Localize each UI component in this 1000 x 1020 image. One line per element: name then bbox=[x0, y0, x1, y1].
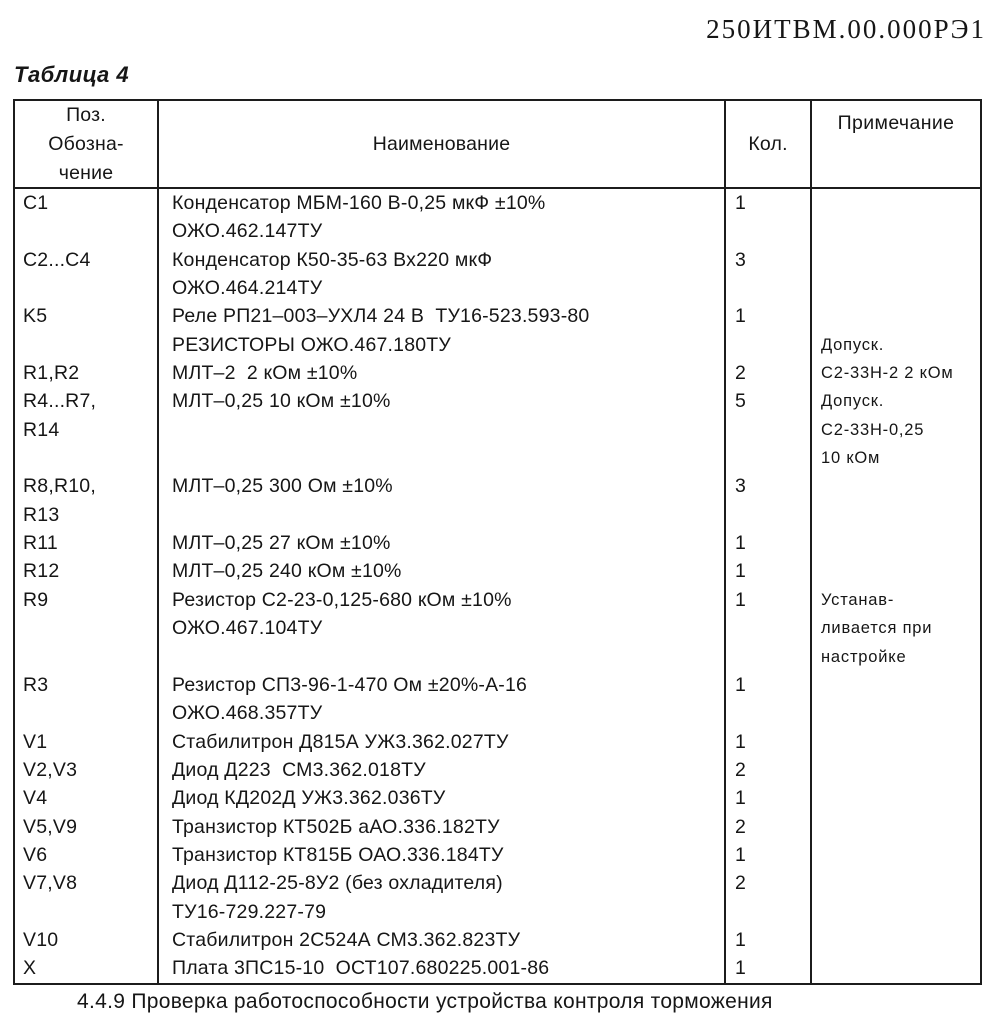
table-line bbox=[15, 302, 980, 330]
table-line bbox=[15, 614, 980, 642]
cell-pos: V7,V8 bbox=[23, 872, 78, 895]
cell-qty: 2 bbox=[724, 756, 810, 784]
cell-pos: R12 bbox=[23, 560, 60, 583]
cell-note: Допуск. bbox=[810, 331, 980, 359]
cell-pos: V5,V9 bbox=[23, 815, 78, 838]
table-line bbox=[15, 586, 980, 614]
cell-pos: R13 bbox=[23, 503, 60, 526]
table-caption: Таблица 4 bbox=[14, 62, 130, 87]
cell-note bbox=[810, 926, 980, 954]
cell-pos bbox=[15, 331, 157, 359]
table-line bbox=[15, 444, 980, 472]
cell-qty: 1 bbox=[724, 557, 810, 585]
cell-note bbox=[810, 784, 980, 812]
cell-qty: 1 bbox=[724, 841, 810, 869]
cell-note: Устанав- bbox=[810, 586, 980, 614]
cell-name bbox=[157, 444, 724, 472]
cell-name: ОЖО.462.147ТУ bbox=[157, 217, 724, 245]
cell-name: МЛТ–0,25 300 Ом ±10% bbox=[157, 472, 724, 500]
cell-qty: 1 bbox=[724, 302, 810, 330]
cell-qty bbox=[724, 643, 810, 671]
table-line bbox=[15, 529, 980, 557]
cell-name bbox=[157, 501, 724, 529]
cell-note bbox=[810, 898, 980, 926]
cell-qty bbox=[724, 501, 810, 529]
cell-note bbox=[810, 557, 980, 585]
cell-qty: 5 bbox=[724, 387, 810, 415]
table-line bbox=[15, 841, 980, 869]
table-line bbox=[15, 954, 980, 982]
cell-name: РЕЗИСТОРЫ ОЖО.467.180ТУ bbox=[157, 331, 724, 359]
cell-pos: V10 bbox=[23, 928, 59, 951]
cell-qty: 1 bbox=[724, 671, 810, 699]
table-line bbox=[15, 926, 980, 954]
cell-note bbox=[810, 302, 980, 330]
cell-pos bbox=[15, 643, 157, 671]
cell-qty: 2 bbox=[724, 813, 810, 841]
cell-qty: 3 bbox=[724, 246, 810, 274]
cell-name: Стабилитрон Д815А УЖ3.362.027ТУ bbox=[157, 728, 724, 756]
cell-name: ОЖО.464.214ТУ bbox=[157, 274, 724, 302]
table-line bbox=[15, 671, 980, 699]
cell-pos bbox=[15, 274, 157, 302]
cell-pos: R11 bbox=[23, 532, 58, 555]
cell-pos: V4 bbox=[23, 787, 48, 810]
cell-note bbox=[810, 954, 980, 982]
table-line bbox=[15, 756, 980, 784]
cell-pos bbox=[15, 444, 157, 472]
cell-name: Стабилитрон 2С524А СМ3.362.823ТУ bbox=[157, 926, 724, 954]
header-pos-line-1: Поз. bbox=[66, 103, 106, 126]
cell-name: ОЖО.468.357ТУ bbox=[157, 699, 724, 727]
cell-pos: R14 bbox=[23, 418, 60, 441]
cell-pos: R1,R2 bbox=[23, 362, 80, 385]
cell-qty: 1 bbox=[724, 728, 810, 756]
cell-qty: 1 bbox=[724, 784, 810, 812]
table-line bbox=[15, 699, 980, 727]
cell-pos: V1 bbox=[23, 730, 48, 753]
cell-note: ливается при bbox=[810, 614, 980, 642]
cell-name: МЛТ–0,25 240 кОм ±10% bbox=[157, 557, 724, 585]
table-line bbox=[15, 813, 980, 841]
cell-pos: K5 bbox=[23, 305, 48, 328]
cell-note: Допуск. bbox=[810, 387, 980, 415]
table-line bbox=[15, 359, 980, 387]
cell-name: ТУ16-729.227-79 bbox=[157, 898, 724, 926]
cell-note bbox=[810, 501, 980, 529]
cell-qty: 1 bbox=[724, 926, 810, 954]
cell-note bbox=[810, 472, 980, 500]
cell-pos: V6 bbox=[23, 843, 48, 866]
cell-note bbox=[810, 756, 980, 784]
cell-name: Плата 3ПС15-10 ОСТ107.680225.001-86 bbox=[157, 954, 724, 982]
header-quantity: Кол. bbox=[724, 101, 810, 187]
cell-name: Резистор СП3-96-1-470 Ом ±20%-А-16 bbox=[157, 671, 724, 699]
cell-note bbox=[810, 728, 980, 756]
cell-pos bbox=[15, 217, 157, 245]
cell-qty: 1 bbox=[724, 189, 810, 217]
cell-qty: 3 bbox=[724, 472, 810, 500]
table-body bbox=[15, 189, 980, 983]
table-line bbox=[15, 643, 980, 671]
cell-note bbox=[810, 671, 980, 699]
cell-name: Конденсатор К50-35-63 Вх220 мкФ bbox=[157, 246, 724, 274]
cell-note bbox=[810, 529, 980, 557]
cell-name: ОЖО.467.104ТУ bbox=[157, 614, 724, 642]
cell-note: С2-33Н-0,25 bbox=[810, 416, 980, 444]
cell-qty bbox=[724, 331, 810, 359]
cell-qty bbox=[724, 898, 810, 926]
table-line bbox=[15, 869, 980, 897]
cell-pos: R8,R10, bbox=[23, 475, 96, 498]
cell-note bbox=[810, 841, 980, 869]
cell-qty bbox=[724, 416, 810, 444]
table-line bbox=[15, 557, 980, 585]
cell-name: Резистор С2-23-0,125-680 кОм ±10% bbox=[157, 586, 724, 614]
cell-qty bbox=[724, 217, 810, 245]
cell-name: МЛТ–0,25 10 кОм ±10% bbox=[157, 387, 724, 415]
cell-name: Диод Д223 СМ3.362.018ТУ bbox=[157, 756, 724, 784]
table-line bbox=[15, 246, 980, 274]
cell-name bbox=[157, 416, 724, 444]
cell-name: Диод Д112-25-8У2 (без охладителя) bbox=[157, 869, 724, 897]
cell-pos: R9 bbox=[23, 588, 49, 611]
cell-qty: 2 bbox=[724, 359, 810, 387]
table-line bbox=[15, 274, 980, 302]
cell-name: МЛТ–0,25 27 кОм ±10% bbox=[157, 529, 724, 557]
cell-note bbox=[810, 217, 980, 245]
cell-qty: 1 bbox=[724, 954, 810, 982]
table-line bbox=[15, 898, 980, 926]
cell-note bbox=[810, 246, 980, 274]
header-pos-line-3: чение bbox=[58, 161, 114, 184]
cell-name: Реле РП21–003–УХЛ4 24 В ТУ16-523.593-80 bbox=[157, 302, 724, 330]
cell-note bbox=[810, 869, 980, 897]
header-name: Наименование bbox=[157, 101, 724, 187]
header-pos-line-2: Обозна- bbox=[48, 132, 124, 155]
cell-pos: C1 bbox=[23, 192, 49, 214]
cell-name: Диод КД202Д УЖ3.362.036ТУ bbox=[157, 784, 724, 812]
cell-qty: 1 bbox=[724, 529, 810, 557]
cell-qty bbox=[724, 699, 810, 727]
cell-pos: C2...C4 bbox=[23, 248, 91, 271]
table-line bbox=[15, 189, 980, 217]
cell-pos: V2,V3 bbox=[23, 758, 78, 781]
cell-pos: R4...R7, bbox=[23, 390, 97, 413]
cell-qty bbox=[724, 444, 810, 472]
header-pos-designation bbox=[15, 101, 157, 187]
table-line bbox=[15, 387, 980, 415]
cell-qty: 2 bbox=[724, 869, 810, 897]
header-note: Примечание bbox=[810, 101, 980, 187]
cell-qty bbox=[724, 274, 810, 302]
cell-note bbox=[810, 274, 980, 302]
cell-name: Конденсатор МБМ-160 В-0,25 мкФ ±10% bbox=[157, 189, 724, 217]
cell-note bbox=[810, 813, 980, 841]
table-line bbox=[15, 217, 980, 245]
table-line bbox=[15, 331, 980, 359]
table-line bbox=[15, 501, 980, 529]
cell-pos: R3 bbox=[23, 673, 49, 696]
cell-name: МЛТ–2 2 кОм ±10% bbox=[157, 359, 724, 387]
table-line bbox=[15, 416, 980, 444]
table-line bbox=[15, 784, 980, 812]
parts-table bbox=[13, 99, 982, 985]
cell-name bbox=[157, 643, 724, 671]
table-line bbox=[15, 728, 980, 756]
cell-qty: 1 bbox=[724, 586, 810, 614]
document-code: 250ИТВМ.00.000РЭ1 bbox=[706, 14, 986, 44]
section-heading: 4.4.9 Проверка работоспособности устройства контроля торможения bbox=[77, 990, 773, 1013]
cell-note: С2-33Н-2 2 кОм bbox=[810, 359, 980, 387]
cell-note: 10 кОм bbox=[810, 444, 980, 472]
table-header-row bbox=[15, 101, 980, 189]
cell-pos: X bbox=[23, 957, 37, 980]
cell-note: настройке bbox=[810, 643, 980, 671]
cell-pos bbox=[15, 614, 157, 642]
cell-note bbox=[810, 189, 980, 217]
cell-pos bbox=[15, 699, 157, 727]
cell-note bbox=[810, 699, 980, 727]
cell-name: Транзистор КТ502Б аАО.336.182ТУ bbox=[157, 813, 724, 841]
cell-name: Транзистор КТ815Б ОАО.336.184ТУ bbox=[157, 841, 724, 869]
cell-pos bbox=[15, 898, 157, 926]
table-line bbox=[15, 472, 980, 500]
cell-qty bbox=[724, 614, 810, 642]
